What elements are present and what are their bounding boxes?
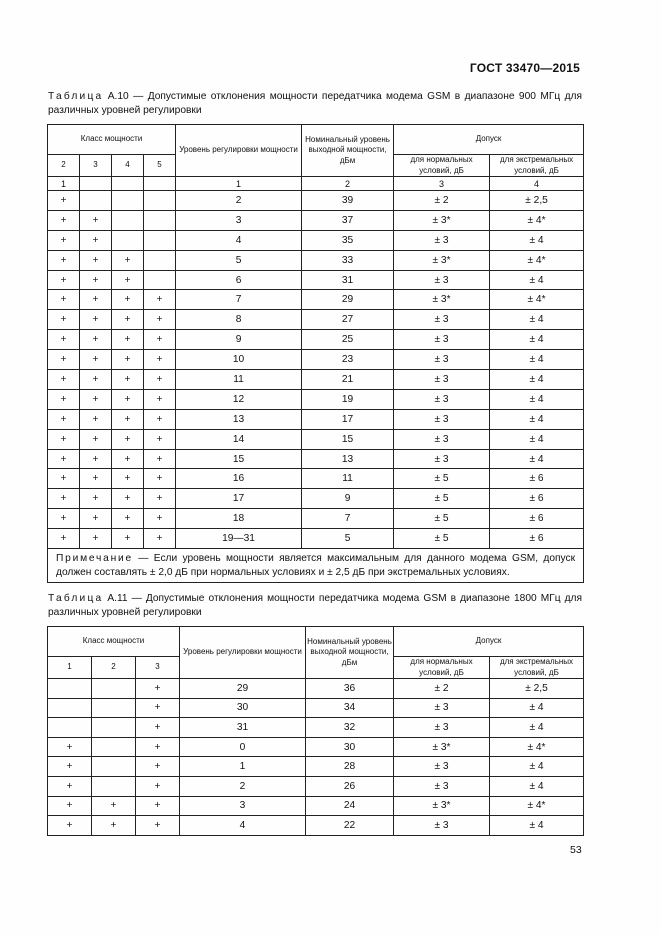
table-cell: + <box>48 290 80 310</box>
table-cell: + <box>80 409 112 429</box>
table-row <box>48 230 584 250</box>
table-cell: + <box>80 489 112 509</box>
table-cell: 5 <box>176 250 302 270</box>
table-a11 <box>47 626 584 836</box>
table-row <box>48 389 584 409</box>
table-cell <box>92 698 136 718</box>
header-class-1: 1 <box>48 657 92 679</box>
table-cell: 17 <box>302 409 394 429</box>
header-class-2: 2 <box>48 155 80 177</box>
table-cell: + <box>80 469 112 489</box>
table-cell: ± 3 <box>394 757 490 777</box>
page-number: 53 <box>570 844 582 856</box>
table-row <box>48 310 584 330</box>
numbering-row <box>48 177 584 191</box>
table-cell: ± 2,5 <box>490 679 584 699</box>
table-row <box>48 776 584 796</box>
table-cell: + <box>144 290 176 310</box>
table-cell: ± 6 <box>490 489 584 509</box>
table-cell: ± 4 <box>490 350 584 370</box>
table-cell: ± 4 <box>490 409 584 429</box>
empty-cell <box>112 177 144 191</box>
table-cell: 11 <box>176 370 302 390</box>
table-cell: ± 4 <box>490 230 584 250</box>
table-cell: + <box>48 310 80 330</box>
table-cell: + <box>80 330 112 350</box>
table-cell: + <box>144 489 176 509</box>
table-cell: ± 4* <box>490 737 584 757</box>
table-cell: + <box>112 370 144 390</box>
empty-cell <box>80 177 112 191</box>
table-cell: 24 <box>306 796 394 816</box>
table-cell: + <box>80 210 112 230</box>
table-row <box>48 489 584 509</box>
table-cell: 18 <box>176 509 302 529</box>
table-cell: + <box>80 250 112 270</box>
table-cell: ± 4 <box>490 270 584 290</box>
caption-text: А.11 — Допустимые отклонения мощности передатчика модема GSM в диапазоне 1800 МГц для различных уровней регулировки <box>48 593 582 618</box>
table-cell: 10 <box>176 350 302 370</box>
table-row <box>48 757 584 777</box>
table-cell: 3 <box>176 210 302 230</box>
header-tolerance: Допуск <box>394 627 584 657</box>
table-cell <box>92 737 136 757</box>
table-cell: + <box>80 509 112 529</box>
table-cell: 1 <box>180 757 306 777</box>
table-cell <box>92 718 136 738</box>
table-cell: + <box>136 718 180 738</box>
table-cell: 27 <box>302 310 394 330</box>
table-a10 <box>47 124 584 583</box>
table-row <box>48 370 584 390</box>
header-tolerance: Допуск <box>394 125 584 155</box>
table-cell <box>48 718 92 738</box>
table-cell: ± 3* <box>394 290 490 310</box>
table-cell: 26 <box>306 776 394 796</box>
table-cell: 23 <box>302 350 394 370</box>
table-cell: 15 <box>176 449 302 469</box>
table-cell <box>48 679 92 699</box>
table-cell: + <box>136 816 180 836</box>
table-cell: 2 <box>176 191 302 211</box>
table-cell: ± 6 <box>490 529 584 549</box>
table-row <box>48 290 584 310</box>
table-cell: ± 3 <box>394 816 490 836</box>
table-cell: + <box>48 449 80 469</box>
table-cell: + <box>136 737 180 757</box>
table-cell: 4 <box>176 230 302 250</box>
table-cell: ± 4 <box>490 718 584 738</box>
number-cell: 2 <box>302 177 394 191</box>
table-cell: + <box>80 230 112 250</box>
table-cell: + <box>48 230 80 250</box>
table-cell: + <box>144 529 176 549</box>
table-row <box>48 449 584 469</box>
table-cell: ± 3 <box>394 230 490 250</box>
table-row <box>48 796 584 816</box>
header-level: Уровень регулировки мощности <box>176 125 302 177</box>
table-cell: + <box>112 290 144 310</box>
table-cell: ± 3 <box>394 389 490 409</box>
table-cell: ± 4* <box>490 290 584 310</box>
table-cell: + <box>112 389 144 409</box>
table-cell: 31 <box>180 718 306 738</box>
table-row <box>48 330 584 350</box>
table-cell: ± 4* <box>490 796 584 816</box>
table-cell: 35 <box>302 230 394 250</box>
header-normal: для нормальных условий, дБ <box>394 657 490 679</box>
table-cell: ± 4* <box>490 210 584 230</box>
table-cell: 11 <box>302 469 394 489</box>
table-cell <box>144 250 176 270</box>
table-cell: + <box>48 737 92 757</box>
table-row <box>48 191 584 211</box>
table-row <box>48 737 584 757</box>
table-row <box>48 270 584 290</box>
table-cell: + <box>144 370 176 390</box>
note-lead: Примечание <box>56 553 133 565</box>
table-cell: ± 4 <box>490 330 584 350</box>
caption-text: А.10 — Допустимые отклонения мощности передатчика модема GSM в диапазоне 900 МГц для различных уровней регулировки <box>48 91 582 116</box>
empty-cell <box>144 177 176 191</box>
table-row <box>48 429 584 449</box>
table-cell: 30 <box>306 737 394 757</box>
table-cell: ± 3* <box>394 796 490 816</box>
table-cell <box>80 191 112 211</box>
table-cell: + <box>136 757 180 777</box>
caption-lead: Таблица <box>48 91 104 102</box>
table-cell: 22 <box>306 816 394 836</box>
table-cell: 12 <box>176 389 302 409</box>
table-cell: ± 4 <box>490 370 584 390</box>
table-cell: 14 <box>176 429 302 449</box>
table-cell: + <box>48 429 80 449</box>
table-cell: ± 3 <box>394 270 490 290</box>
table-cell: ± 3 <box>394 370 490 390</box>
table-cell: 15 <box>302 429 394 449</box>
table-cell: 9 <box>302 489 394 509</box>
table-cell: 6 <box>176 270 302 290</box>
table-cell: ± 3 <box>394 429 490 449</box>
table-cell: + <box>112 489 144 509</box>
table-cell: + <box>48 796 92 816</box>
table-cell: + <box>92 816 136 836</box>
table-cell: ± 6 <box>490 469 584 489</box>
table-cell <box>112 191 144 211</box>
table-cell: ± 2 <box>394 191 490 211</box>
table-cell: 2 <box>180 776 306 796</box>
table-row <box>48 816 584 836</box>
table-row <box>48 250 584 270</box>
table-cell: ± 4 <box>490 449 584 469</box>
header-nominal: Номинальный уровень выходной мощности, дБм <box>302 125 394 177</box>
table-cell: + <box>80 389 112 409</box>
header-class-4: 4 <box>112 155 144 177</box>
table-cell: 5 <box>302 529 394 549</box>
table-cell: 8 <box>176 310 302 330</box>
header-nominal: Номинальный уровень выходной мощности, дБм <box>306 627 394 679</box>
table-cell: + <box>144 310 176 330</box>
header-level: Уровень регулировки мощности <box>180 627 306 679</box>
table-cell: + <box>112 529 144 549</box>
table-row <box>48 350 584 370</box>
table-cell: + <box>48 509 80 529</box>
table-cell: ± 3* <box>394 737 490 757</box>
table-cell: + <box>80 310 112 330</box>
table-cell: + <box>112 469 144 489</box>
table-cell: + <box>48 210 80 230</box>
table-cell: 30 <box>180 698 306 718</box>
table-cell <box>144 270 176 290</box>
number-cell: 1 <box>176 177 302 191</box>
table-cell <box>92 776 136 796</box>
table-cell: + <box>136 698 180 718</box>
table-cell: ± 3 <box>394 350 490 370</box>
table-cell: + <box>112 350 144 370</box>
table-cell: ± 6 <box>490 509 584 529</box>
table-cell: 37 <box>302 210 394 230</box>
table-cell: 7 <box>176 290 302 310</box>
table-cell: + <box>112 310 144 330</box>
number-cell: 1 <box>48 177 80 191</box>
table-cell: ± 4 <box>490 816 584 836</box>
table-cell: 32 <box>306 718 394 738</box>
table-cell: ± 3 <box>394 776 490 796</box>
table-cell <box>144 191 176 211</box>
table-cell: ± 2,5 <box>490 191 584 211</box>
table-cell: 16 <box>176 469 302 489</box>
table-cell: 17 <box>176 489 302 509</box>
table-cell: + <box>144 350 176 370</box>
table-cell: 31 <box>302 270 394 290</box>
table-cell: ± 4* <box>490 250 584 270</box>
table-cell: + <box>80 370 112 390</box>
table-cell: 19—31 <box>176 529 302 549</box>
table-cell: ± 5 <box>394 529 490 549</box>
table-cell <box>144 210 176 230</box>
table-cell: + <box>80 290 112 310</box>
header-extreme: для экстремальных условий, дБ <box>490 155 584 177</box>
table-cell: + <box>112 509 144 529</box>
table-cell: ± 3 <box>394 698 490 718</box>
table-cell: + <box>92 796 136 816</box>
table-cell: 13 <box>176 409 302 429</box>
header-power-class: Класс мощности <box>48 125 176 155</box>
document-code: ГОСТ 33470—2015 <box>469 61 580 75</box>
table-cell <box>92 679 136 699</box>
header-power-class: Класс мощности <box>48 627 180 657</box>
table-cell: ± 3 <box>394 310 490 330</box>
header-extreme: для экстремальных условий, дБ <box>490 657 584 679</box>
table-cell: + <box>112 429 144 449</box>
header-class-2: 2 <box>92 657 136 679</box>
table-cell: + <box>144 389 176 409</box>
table-cell: + <box>48 191 80 211</box>
header-class-3: 3 <box>136 657 180 679</box>
table-cell: ± 3* <box>394 210 490 230</box>
table-cell: + <box>112 409 144 429</box>
table-cell: 21 <box>302 370 394 390</box>
table-row <box>48 698 584 718</box>
table-cell: + <box>48 389 80 409</box>
table-cell <box>112 210 144 230</box>
table-cell: + <box>80 429 112 449</box>
table-cell: ± 3* <box>394 250 490 270</box>
table-cell: 25 <box>302 330 394 350</box>
table-cell: + <box>136 776 180 796</box>
header-normal: для нормальных условий, дБ <box>394 155 490 177</box>
table-cell: 28 <box>306 757 394 777</box>
table-row <box>48 529 584 549</box>
table-cell: ± 3 <box>394 409 490 429</box>
table-cell: ± 3 <box>394 449 490 469</box>
header-class-3: 3 <box>80 155 112 177</box>
table-cell: 0 <box>180 737 306 757</box>
table-cell: + <box>112 330 144 350</box>
table-cell: + <box>48 529 80 549</box>
table-cell: 36 <box>306 679 394 699</box>
number-cell: 4 <box>490 177 584 191</box>
table-row <box>48 210 584 230</box>
table-cell: ± 5 <box>394 469 490 489</box>
table-cell: 29 <box>302 290 394 310</box>
table-row <box>48 718 584 738</box>
table-cell: ± 5 <box>394 509 490 529</box>
table-cell: ± 4 <box>490 776 584 796</box>
table-cell: 39 <box>302 191 394 211</box>
table-cell: + <box>144 469 176 489</box>
table-cell: + <box>48 409 80 429</box>
table-cell: + <box>144 409 176 429</box>
table-cell: + <box>136 796 180 816</box>
table-cell: + <box>144 449 176 469</box>
table-cell: + <box>80 270 112 290</box>
table-cell: ± 4 <box>490 698 584 718</box>
table-cell: + <box>144 330 176 350</box>
table-cell: ± 3 <box>394 330 490 350</box>
table-cell: + <box>48 330 80 350</box>
table-row <box>48 409 584 429</box>
table-cell: ± 4 <box>490 389 584 409</box>
table-cell: ± 3 <box>394 718 490 738</box>
table-cell: + <box>48 350 80 370</box>
table-cell: 29 <box>180 679 306 699</box>
table-cell: + <box>48 489 80 509</box>
table-row <box>48 509 584 529</box>
table-cell: 7 <box>302 509 394 529</box>
table-cell: 19 <box>302 389 394 409</box>
note-text: — Если уровень мощности является максимальным для данного модема GSM, допуск должен составлять ± 2,0 дБ при нормальных условиях и ± 2,5 дБ при экстремальных условиях. <box>56 553 576 578</box>
table-note <box>48 549 584 583</box>
number-cell: 3 <box>394 177 490 191</box>
table-cell <box>144 230 176 250</box>
table-cell: 4 <box>180 816 306 836</box>
table-cell: + <box>48 816 92 836</box>
table-cell: + <box>112 250 144 270</box>
table-cell: ± 4 <box>490 429 584 449</box>
table-a10-caption <box>48 90 582 117</box>
table-cell: ± 5 <box>394 489 490 509</box>
table-cell <box>112 230 144 250</box>
table-cell: + <box>48 370 80 390</box>
header-class-5: 5 <box>144 155 176 177</box>
table-a11-caption <box>48 592 582 619</box>
table-cell: ± 2 <box>394 679 490 699</box>
table-cell: + <box>48 250 80 270</box>
table-cell: + <box>112 270 144 290</box>
table-cell: + <box>136 679 180 699</box>
table-cell: 9 <box>176 330 302 350</box>
table-row <box>48 469 584 489</box>
table-cell: + <box>112 449 144 469</box>
table-cell: ± 4 <box>490 757 584 777</box>
table-cell: + <box>48 469 80 489</box>
table-cell: + <box>80 350 112 370</box>
table-cell: + <box>48 776 92 796</box>
caption-lead: Таблица <box>48 593 104 604</box>
table-cell: + <box>144 429 176 449</box>
table-cell: 13 <box>302 449 394 469</box>
table-cell: ± 4 <box>490 310 584 330</box>
table-cell: + <box>80 529 112 549</box>
table-cell: + <box>80 449 112 469</box>
table-cell: + <box>144 509 176 529</box>
table-cell: 33 <box>302 250 394 270</box>
table-cell: + <box>48 270 80 290</box>
table-cell <box>92 757 136 777</box>
table-cell: 3 <box>180 796 306 816</box>
table-row <box>48 679 584 699</box>
table-cell: 34 <box>306 698 394 718</box>
table-cell <box>48 698 92 718</box>
table-cell: + <box>48 757 92 777</box>
